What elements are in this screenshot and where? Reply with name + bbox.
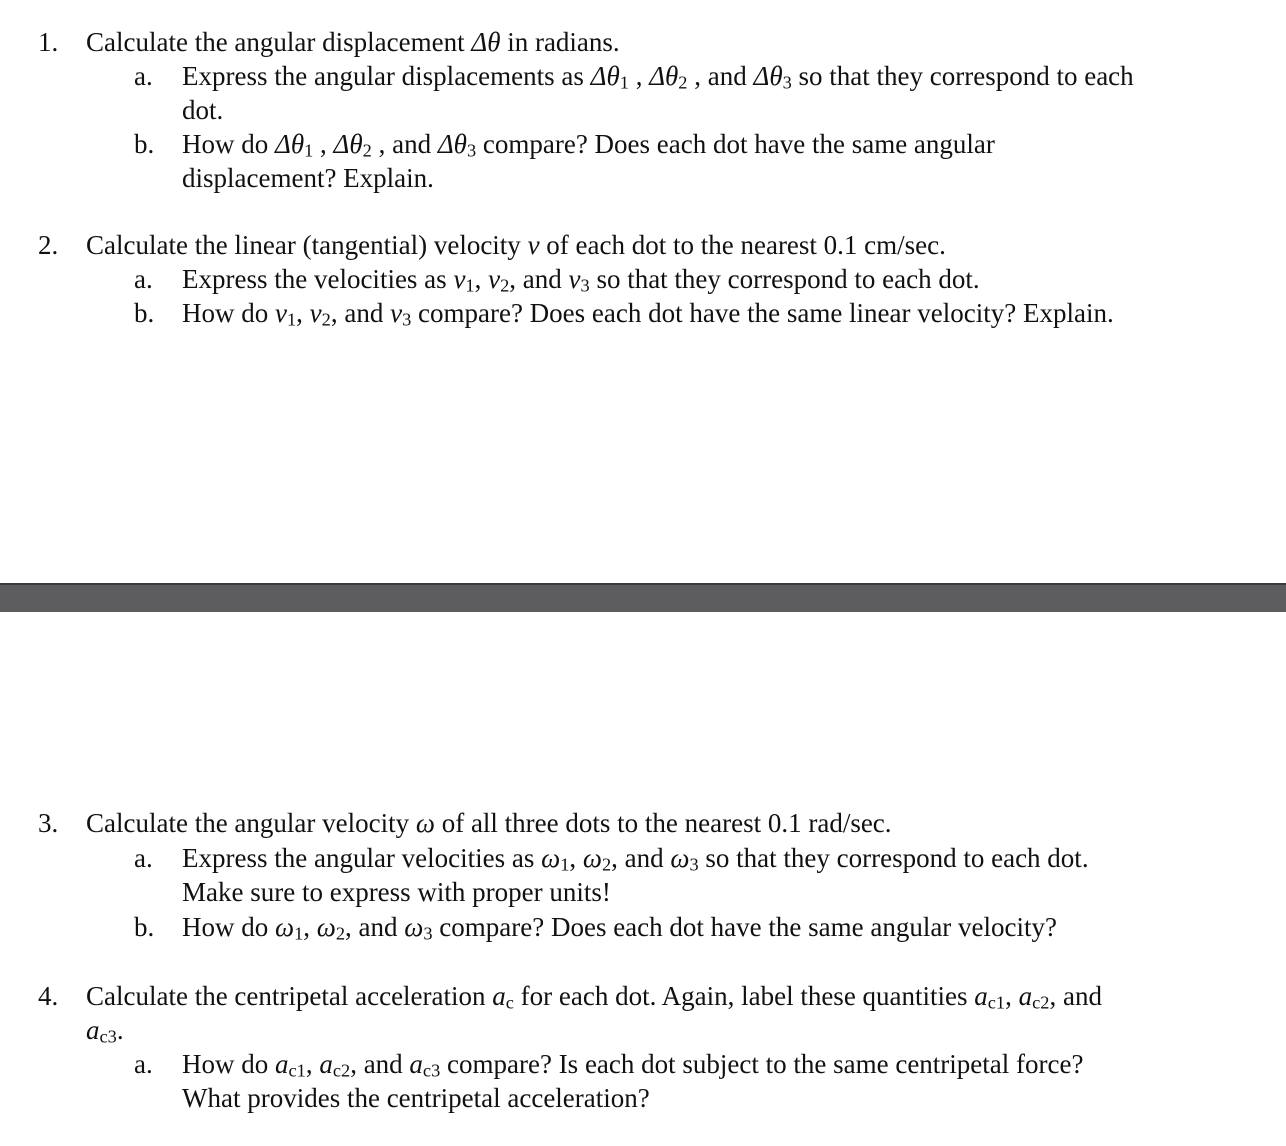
worksheet-page-bottom [0,612,1286,1146]
symbol-v: v [527,230,540,260]
question-number: 3. [38,808,59,838]
subitem-text-continued: Make sure to express with proper units! [182,877,611,907]
symbol-omega: ω [415,808,435,838]
subitem-letter: a. [134,264,153,294]
question-number: 4. [38,981,59,1011]
symbol-ac: a [492,981,506,1011]
subitem-text: How do v1, v2, and v3 compare? Does each dot have the same linear velocity? Explain. [182,298,1114,330]
subitem-text: Express the velocities as v1, v2, and v3 so that they correspond to each dot. [182,264,980,296]
subitem-text-continued: displacement? Explain. [182,163,434,193]
subitem-text: How do Δθ1 , Δθ2 , and Δθ3 compare? Does each dot have the same angular [182,129,995,161]
subitem-letter: a. [134,61,153,91]
subitem-letter: a. [134,843,153,873]
question-text: Calculate the centripetal acceleration ac for each dot. Again, label these quantities ac1, ac2, and [86,981,1102,1013]
question-number: 1. [38,27,59,57]
subitem-text-continued: dot. [182,95,224,125]
subitem-text: How do ac1, ac2, and ac3 compare? Is each dot subject to the same centripetal force? [182,1049,1084,1081]
question-text: Calculate the linear (tangential) velocity v of each dot to the nearest 0.1 cm/sec. [86,230,946,260]
subitem-letter: b. [134,298,155,328]
question-text: Calculate the angular velocity ω of all three dots to the nearest 0.1 rad/sec. [86,808,892,838]
question-text: Calculate the angular displacement Δθ in radians. [86,27,620,57]
subitem-letter: b. [134,912,155,942]
page-divider [0,583,1286,612]
subitem-letter: b. [134,129,155,159]
subitem-letter: a. [134,1049,153,1079]
question-text-continued: ac3. [86,1015,124,1047]
subitem-text-continued: What provides the centripetal acceleration? [182,1083,650,1113]
subitem-text: Express the angular displacements as Δθ1 , Δθ2 , and Δθ3 so that they correspond to each [182,61,1134,93]
subitem-text: How do ω1, ω2, and ω3 compare? Does each dot have the same angular velocity? [182,912,1057,944]
subitem-text: Express the angular velocities as ω1, ω2, and ω3 so that they correspond to each dot. [182,843,1089,875]
question-number: 2. [38,230,59,260]
symbol-delta-theta: Δθ [471,27,501,57]
